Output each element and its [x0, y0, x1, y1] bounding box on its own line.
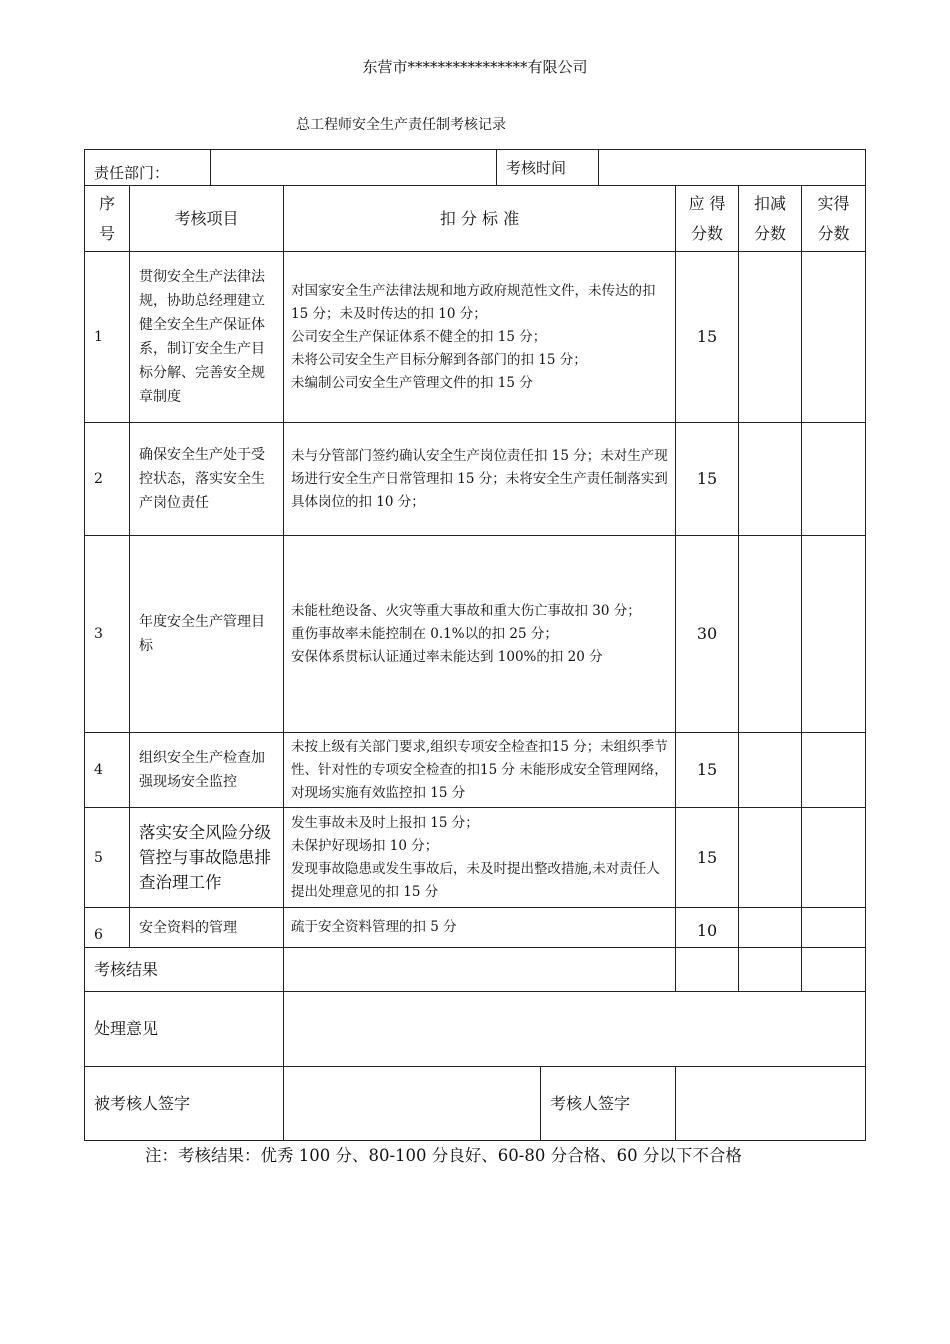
row-seq: 3 [85, 536, 130, 733]
col-seq: 序号 [85, 186, 130, 252]
criteria-line: 安保体系贯标认证通过率未能达到 100%的扣 20 分 [291, 648, 603, 665]
table-row [85, 423, 866, 536]
row-score: 15 [676, 252, 739, 423]
row-item: 安全资料的管理 [130, 908, 284, 948]
row-score: 10 [676, 908, 739, 948]
criteria-line: 疏于安全资料管理的扣 5 分 [291, 919, 457, 935]
row-score: 15 [676, 808, 739, 908]
opinion-row [85, 992, 866, 1067]
criteria-line: 公司安全生产保证体系不健全的扣 15 分； [291, 328, 547, 345]
row-actual-input[interactable] [802, 808, 866, 908]
table-row [85, 733, 866, 808]
signature-cell [284, 1067, 676, 1141]
row-actual-input[interactable] [802, 252, 866, 423]
row-criteria [284, 808, 676, 908]
row-item: 年度安全生产管理目标 [130, 536, 284, 733]
row-criteria [284, 733, 676, 808]
opinion-input[interactable] [284, 992, 866, 1067]
row-item: 落实安全风险分级管控与事故隐患排查治理工作 [130, 808, 284, 908]
row-actual-input[interactable] [802, 536, 866, 733]
row-criteria [284, 252, 676, 423]
row-seq: 2 [85, 423, 130, 536]
row-deduct-input[interactable] [739, 423, 802, 536]
row-seq: 6 [85, 908, 130, 948]
result-deduct[interactable] [739, 948, 802, 992]
table-row [85, 536, 866, 733]
row-criteria [284, 536, 676, 733]
criteria-line: 未能杜绝设备、火灾等重大事故和重大伤亡事故扣 30 分； [291, 602, 641, 619]
criteria-line: 未保护好现场扣 10 分； [291, 837, 439, 854]
result-label: 考核结果 [85, 948, 284, 992]
result-row [85, 948, 866, 992]
criteria-line: 未按上级有关部门要求,组织专项安全检查扣15 分；未组织季节性、针对性的专项安全检查的扣15 分 未能形成安全管理网络，对现场实施有效监控扣 15 分 [291, 738, 668, 801]
signer-label: 被考核人签字 [85, 1067, 284, 1141]
row-seq: 5 [85, 808, 130, 908]
criteria-line: 发生事故未及时上报扣 15 分； [291, 814, 479, 831]
row-deduct-input[interactable] [739, 252, 802, 423]
table-row [85, 908, 866, 948]
row-deduct-input[interactable] [739, 733, 802, 808]
row-item: 组织安全生产检查加强现场安全监控 [130, 733, 284, 808]
row-deduct-input[interactable] [739, 908, 802, 948]
time-label: 考核时间 [497, 150, 599, 186]
row-score: 30 [676, 536, 739, 733]
row-criteria [284, 423, 676, 536]
col-score: 应 得分数 [676, 186, 739, 252]
row-item: 贯彻安全生产法律法规，协助总经理建立健全安全生产保证体系，制订安全生产目标分解、完善安全规章制度 [130, 252, 284, 423]
row-deduct-input[interactable] [739, 536, 802, 733]
time-input[interactable] [599, 150, 866, 186]
row-actual-input[interactable] [802, 733, 866, 808]
col-item: 考核项目 [130, 186, 284, 252]
opinion-label: 处理意见 [85, 992, 284, 1067]
header-table [84, 149, 866, 186]
row-seq: 4 [85, 733, 130, 808]
row-score: 15 [676, 733, 739, 808]
col-actual: 实得分数 [802, 186, 866, 252]
criteria-line: 未与分管部门签约确认安全生产岗位责任扣 15 分；未对生产现场进行安全生产日常管理扣 15 分；未将安全生产责任制落实到具体岗位的扣 10 分； [291, 447, 668, 510]
dept-input[interactable] [211, 150, 497, 186]
examiner-label: 考核人签字 [550, 1093, 631, 1113]
criteria-line: 对国家安全生产法律法规和地方政府规范性文件，未传达的扣 15 分；未及时传达的扣 10 分； [291, 282, 656, 322]
row-item: 确保安全生产处于受控状态，落实安全生产岗位责任 [130, 423, 284, 536]
criteria-line: 重伤事故率未能控制在 0.1%以的扣 25 分； [291, 625, 558, 642]
scoring-note: 注：考核结果：优秀 100 分、80-100 分良好、60-80 分合格、60 分以下不合格 [145, 1146, 742, 1165]
dept-label: 责任部门： [85, 150, 211, 186]
row-deduct-input[interactable] [739, 808, 802, 908]
result-input[interactable] [284, 948, 676, 992]
row-seq: 1 [85, 252, 130, 423]
row-criteria [284, 908, 676, 948]
form-title: 总工程师安全生产责任制考核记录 [296, 117, 506, 133]
column-header-row [85, 186, 866, 252]
col-deduct: 扣减分数 [739, 186, 802, 252]
col-criteria: 扣 分 标 准 [284, 186, 676, 252]
result-score[interactable] [676, 948, 739, 992]
signature-row [85, 1067, 866, 1141]
row-actual-input[interactable] [802, 908, 866, 948]
examiner-input[interactable] [676, 1067, 866, 1141]
criteria-line: 未编制公司安全生产管理文件的扣 15 分 [291, 374, 533, 391]
table-row [85, 808, 866, 908]
signer-input[interactable] [284, 1067, 541, 1140]
criteria-line: 发现事故隐患或发生事故后，未及时提出整改措施,未对责任人提出处理意见的扣 15 分 [291, 860, 660, 900]
row-actual-input[interactable] [802, 423, 866, 536]
result-actual[interactable] [802, 948, 866, 992]
company-name: 东营市****************有限公司 [362, 58, 588, 76]
assessment-table [84, 185, 866, 1141]
criteria-line: 未将公司安全生产目标分解到各部门的扣 15 分； [291, 351, 587, 368]
row-score: 15 [676, 423, 739, 536]
table-row [85, 252, 866, 423]
